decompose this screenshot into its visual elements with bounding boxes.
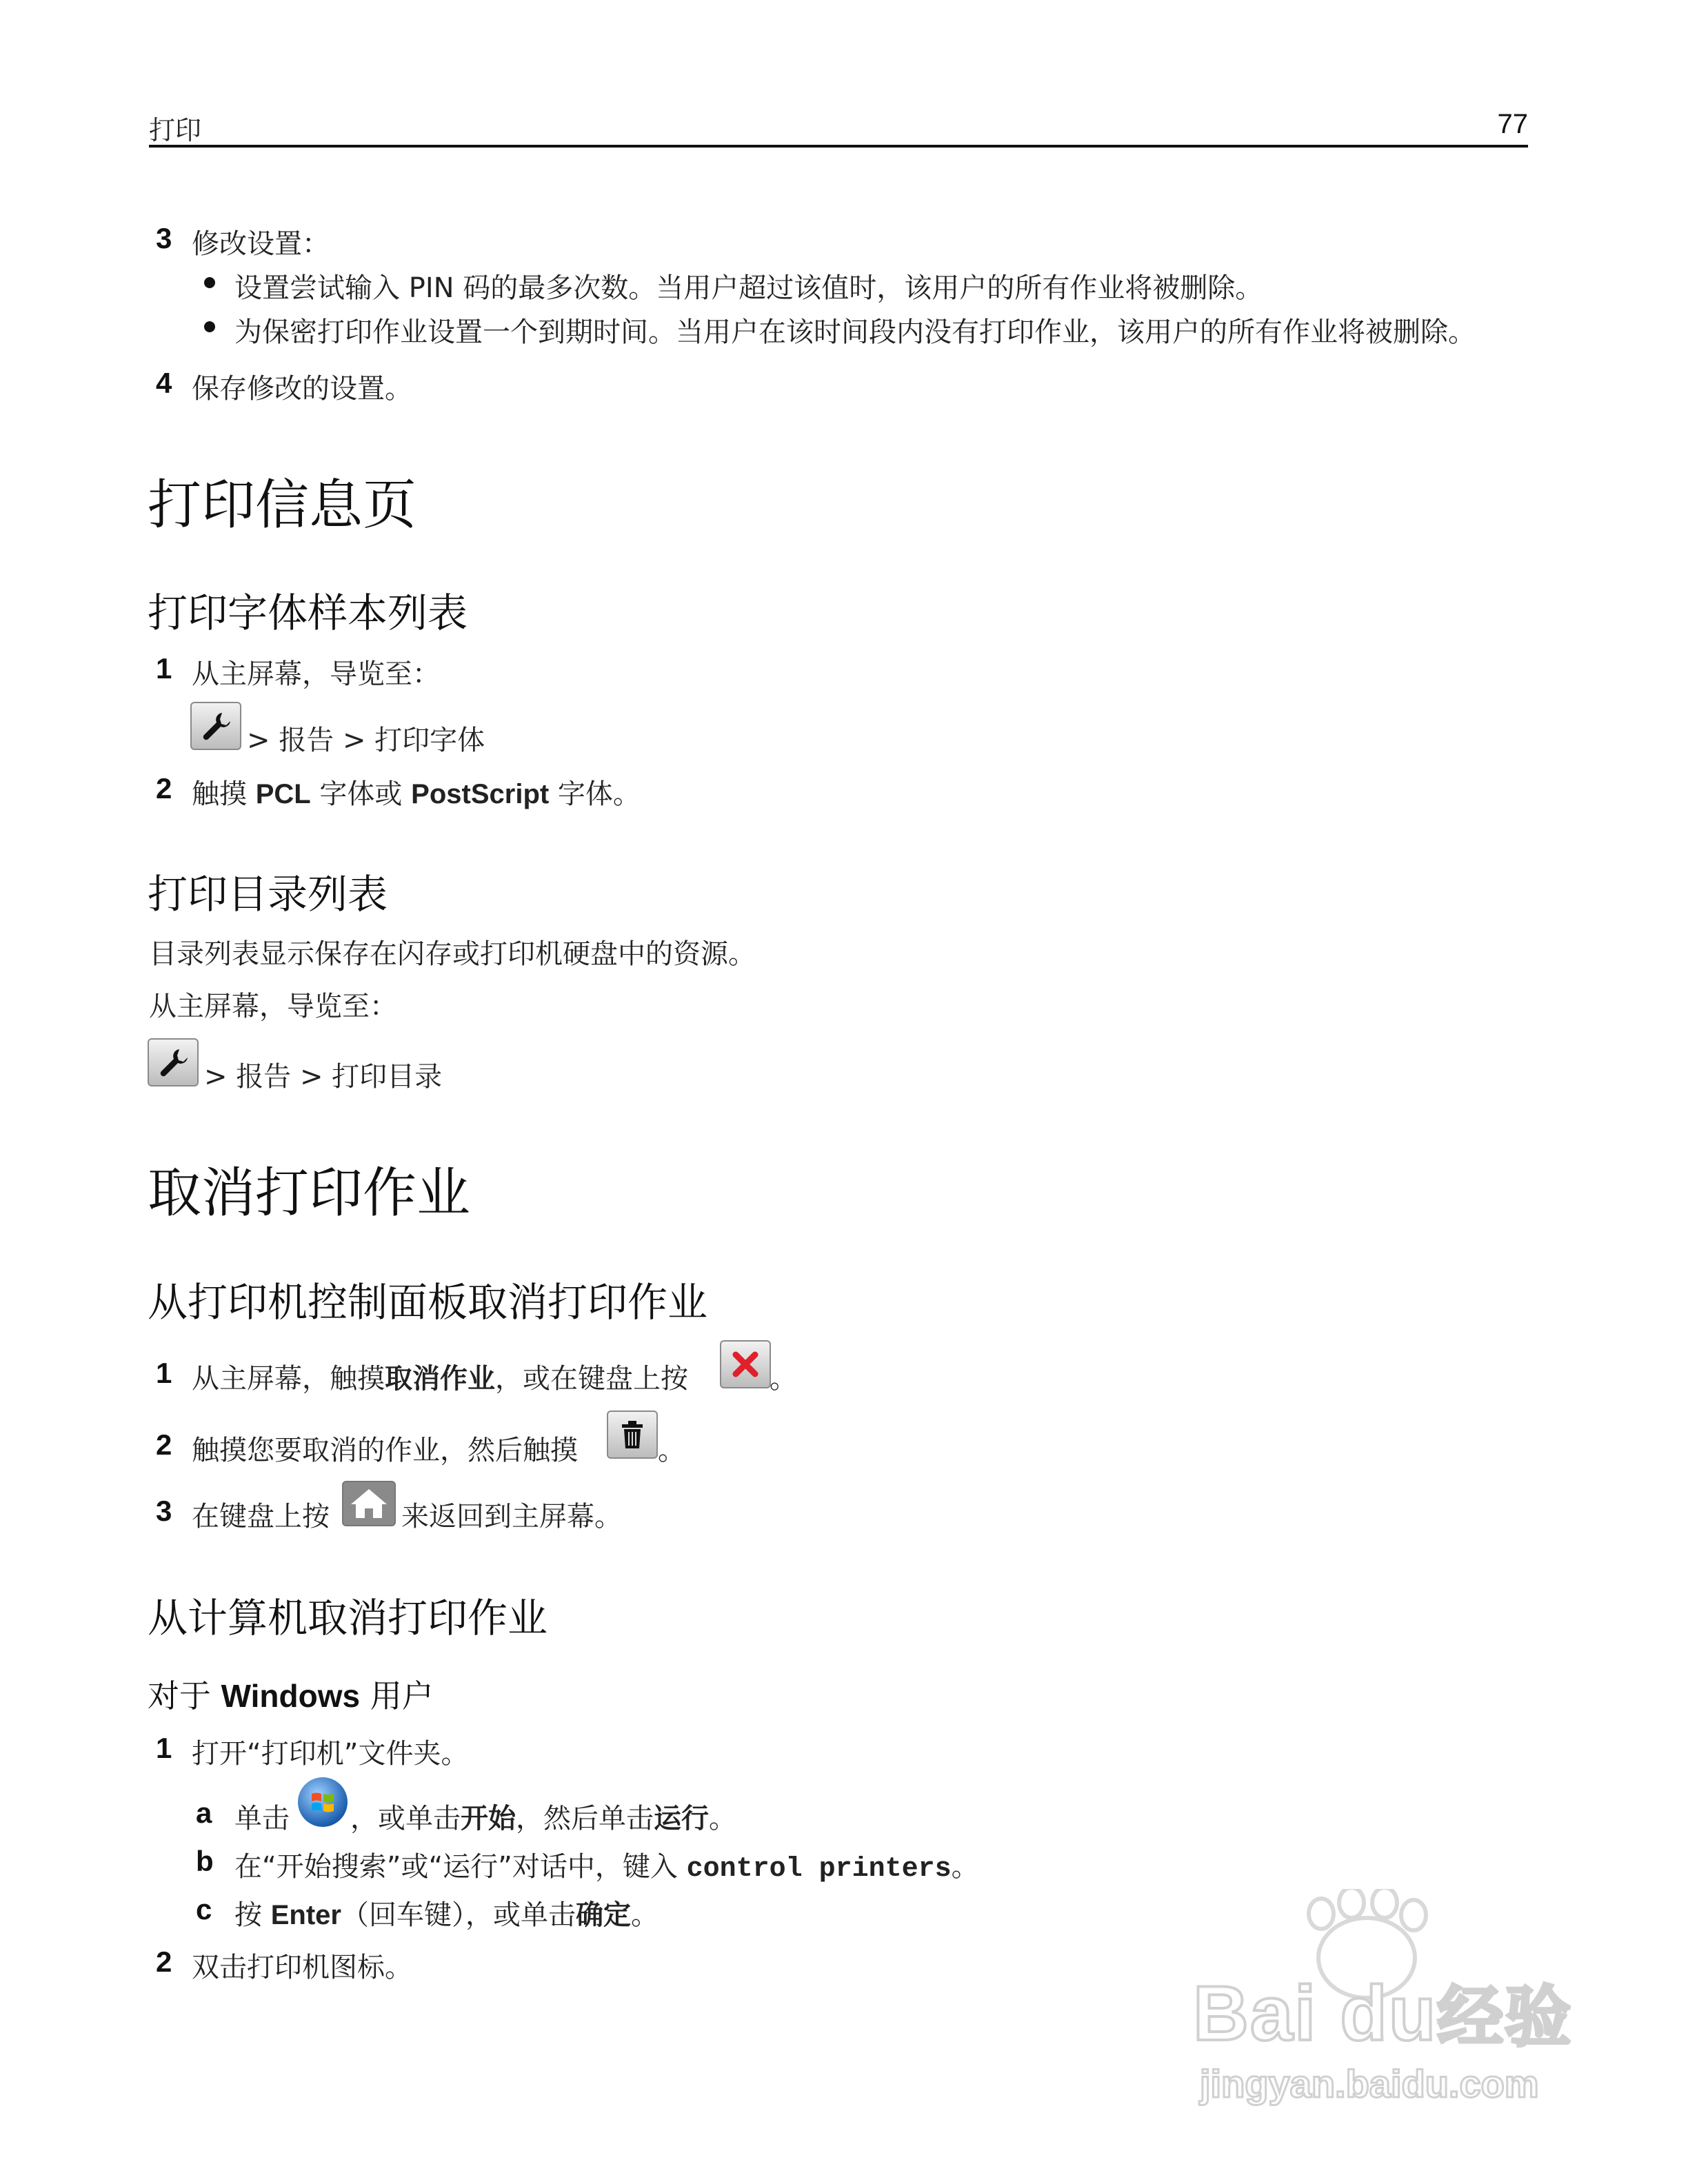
bullet (204, 277, 215, 288)
bullet-text: 为保密打印作业设置一个到期时间。当用户在该时间段内没有打印作业，该用户的所有作业将被删除。 (234, 316, 1476, 348)
wrench-icon (199, 709, 233, 743)
start-label: 开始 (461, 1803, 516, 1834)
step-number: 3 (156, 222, 172, 254)
step-text: 保存修改的设置。 (192, 373, 412, 405)
running-header (149, 103, 1528, 148)
bullet-text: 设置尝试输入 PIN 码的最多次数。当用户超过该值时，该用户的所有作业将被删除。 (234, 272, 1263, 304)
settings-button[interactable] (190, 702, 241, 750)
subsection-title: 从打印机控制面板取消打印作业 (148, 1279, 708, 1326)
step-text: 来返回到主屏幕。 (401, 1501, 622, 1533)
settings-button[interactable] (148, 1038, 199, 1086)
home-button[interactable] (342, 1481, 396, 1526)
step-text: 在键盘上按 (192, 1501, 330, 1533)
command-code: control printers (686, 1854, 952, 1885)
trash-icon (619, 1419, 646, 1450)
step-text: ，或单击开始，然后单击运行。 (350, 1803, 736, 1834)
step-text: 在“开始搜索”或“运行”对话中，键入 control printers。 (234, 1851, 979, 1885)
step-number: 3 (156, 1495, 172, 1527)
bullet (204, 321, 215, 332)
substep-letter: b (196, 1845, 214, 1877)
watermark-brand: Bai du经验 (1193, 1970, 1573, 2056)
cancel-job-label: 取消作业 (385, 1364, 495, 1394)
section-title: 取消打印作业 (148, 1162, 471, 1224)
option-pcl: PCL (255, 779, 311, 809)
subsection-title: 打印字体样本列表 (148, 589, 468, 636)
wrench-icon (156, 1045, 190, 1080)
step-text: 从主屏幕，导览至： (192, 658, 440, 690)
step-number: 2 (156, 772, 172, 805)
page-number: 77 (1497, 109, 1528, 139)
step-text: 单击 (234, 1803, 290, 1834)
step-number: 2 (156, 1945, 172, 1978)
step-text: 双击打印机图标。 (192, 1952, 412, 1983)
section-title: 打印信息页 (148, 474, 417, 536)
header-title: 打印 (149, 115, 202, 145)
step-number: 2 (156, 1428, 172, 1461)
option-postscript: PostScript (411, 779, 550, 809)
step-text: 从主屏幕，触摸取消作业，或在键盘上按 (192, 1363, 688, 1395)
step-text: 触摸 PCL 字体或 PostScript 字体。 (192, 778, 641, 810)
run-label: 运行 (654, 1803, 709, 1834)
step-text: 修改设置： (192, 228, 330, 260)
step-number: 1 (156, 1732, 172, 1764)
paragraph: 目录列表显示保存在闪存或打印机硬盘中的资源。 (149, 938, 756, 970)
step-number: 1 (156, 1357, 172, 1389)
step-text: 打开“打印机”文件夹。 (192, 1738, 469, 1770)
substep-letter: a (196, 1797, 212, 1829)
nav-path: > 报告 > 打印目录 (204, 1061, 443, 1093)
step-number: 1 (156, 652, 172, 685)
punctuation: 。 (770, 1363, 797, 1395)
home-icon (348, 1486, 390, 1521)
windows-start-icon (309, 1788, 336, 1816)
ok-label: 确定 (575, 1900, 631, 1930)
stop-x-icon (730, 1349, 761, 1379)
delete-button[interactable] (607, 1410, 658, 1459)
os-heading: 对于 Windows 用户 (148, 1677, 434, 1715)
baidu-watermark (1186, 1889, 1586, 2123)
windows-start-button[interactable] (298, 1777, 348, 1827)
subsection-title: 打印目录列表 (148, 871, 388, 918)
watermark-url: jingyan.baidu.com (1200, 2062, 1539, 2105)
enter-key-label: Enter (270, 1900, 341, 1930)
step-number: 4 (156, 367, 172, 399)
substep-letter: c (196, 1893, 212, 1925)
nav-path: > 报告 > 打印字体 (247, 725, 485, 756)
subsection-title: 从计算机取消打印作业 (148, 1595, 548, 1641)
paragraph: 从主屏幕，导览至： (149, 991, 397, 1022)
punctuation: 。 (658, 1435, 685, 1466)
stop-button[interactable] (720, 1340, 771, 1388)
step-text: 按 Enter（回车键），或单击确定。 (234, 1899, 659, 1931)
step-text: 触摸您要取消的作业，然后触摸 (192, 1435, 578, 1466)
